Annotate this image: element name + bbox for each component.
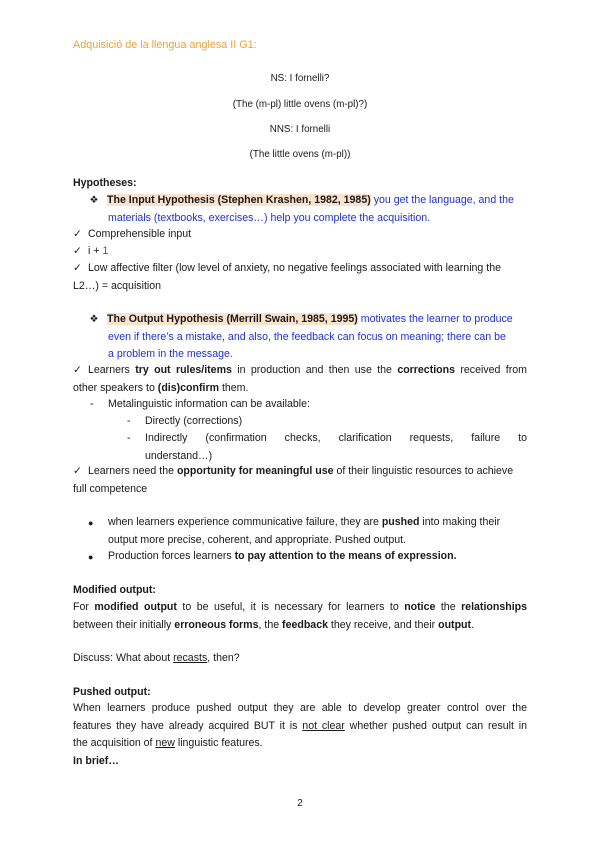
bold-span: output xyxy=(438,618,472,631)
text-span: to be useful, it is necessary for learners to xyxy=(176,601,405,613)
check-mark-icon: ✓ xyxy=(73,262,82,274)
round-bullet-icon: ● xyxy=(88,518,94,528)
modified-output-text xyxy=(73,599,527,634)
underlined-span: new xyxy=(155,737,175,749)
text-span: linguistic features. xyxy=(174,737,263,749)
in-brief-text: In brief… xyxy=(73,754,119,767)
bold-span: notice xyxy=(404,601,436,613)
dash-bullet: - xyxy=(127,432,131,444)
output-hypothesis-text-3: a problem in the message. xyxy=(108,348,233,360)
output-hypothesis-text-1: motivates the learner to produce xyxy=(357,313,513,325)
learners-try-out xyxy=(73,362,527,397)
text-span: Discuss: What about xyxy=(73,652,174,664)
meta-sub-indirectly-2: understand…) xyxy=(145,449,213,462)
text-span: When learners produce pushed output they are able to develop greater control over the xyxy=(73,702,527,714)
diamond-bullet-icon: ❖ xyxy=(89,314,99,325)
text-span: For xyxy=(73,601,95,613)
check-item-i-plus-one xyxy=(73,243,527,261)
input-hypothesis-text-2: materials (textbooks, exercises…) help you complete the acquisition. xyxy=(108,211,431,224)
learners-need xyxy=(73,463,527,498)
pushed-output-heading: Pushed output: xyxy=(73,686,151,698)
bold-span: modified output xyxy=(94,601,177,613)
input-hypothesis-title: The Input Hypothesis (Stephen Krashen, 1982, 1985) xyxy=(107,194,371,206)
diamond-bullet-icon: ❖ xyxy=(89,195,99,206)
text-span: them. xyxy=(219,381,249,394)
check-mark-icon: ✓ xyxy=(73,364,82,376)
text-span: into making their xyxy=(419,516,501,528)
pushed-output-text xyxy=(73,700,527,770)
meta-sub-indirectly-1: Indirectly (confirmation checks, clarification requests, failure to xyxy=(145,432,527,444)
bold-span: corrections xyxy=(397,364,456,376)
bold-span: opportunity for meaningful use xyxy=(176,465,334,477)
text-span: in production and then use the xyxy=(231,364,398,376)
output-hypothesis-title: The Output Hypothesis (Merrill Swain, 1985, 1995) xyxy=(107,313,358,325)
check-item-comprehensible xyxy=(73,226,527,244)
check-text-red: 1 xyxy=(102,245,109,257)
underlined-span: recasts xyxy=(173,652,208,664)
example-gloss-2: (The little ovens (m-pl)) xyxy=(249,149,351,160)
text-span: . xyxy=(471,618,475,631)
dash-bullet: - xyxy=(127,415,131,427)
text-span: the xyxy=(435,601,462,613)
text-span: Production forces learners xyxy=(108,550,235,562)
check-text-2: L2…) = acquisition xyxy=(73,279,162,292)
text-span: other speakers to xyxy=(73,381,158,394)
dash-bullet: - xyxy=(90,398,94,410)
meta-text: Metalinguistic information can be available: xyxy=(108,398,310,410)
text-span: Learners xyxy=(88,364,136,376)
input-hypothesis xyxy=(81,192,527,227)
bold-span: erroneous forms xyxy=(174,618,259,631)
page-number: 2 xyxy=(297,798,303,809)
check-text: Comprehensible input xyxy=(88,228,192,240)
text-span: Learners need the xyxy=(88,465,177,477)
check-text: i + xyxy=(88,245,103,257)
example-ns-1: NS: I fornelli? xyxy=(270,73,330,84)
bold-span: try out rules/items xyxy=(135,364,232,376)
document-header: Adquisició de la llengua anglesa II G1: xyxy=(73,39,257,51)
discuss-line xyxy=(73,650,527,668)
underlined-span: not clear xyxy=(302,719,345,732)
bold-span: pushed xyxy=(381,516,420,528)
check-mark-icon: ✓ xyxy=(73,465,82,477)
text-span: received from xyxy=(455,364,527,376)
check-item-affective-filter xyxy=(73,260,527,295)
check-mark-icon: ✓ xyxy=(73,245,82,257)
text-span: whether pushed output can result in xyxy=(344,719,527,732)
bold-span: (dis)confirm xyxy=(157,381,220,394)
bold-span: to pay attention to the means of expression. xyxy=(234,550,457,562)
round-bullet-icon: ● xyxy=(88,552,94,562)
text-span: full competence xyxy=(73,482,148,495)
output-hypothesis-text-2: even if there’s a mistake, and also, the feedback can focus on meaning; there can be xyxy=(108,330,506,343)
bold-span: relationships xyxy=(461,601,527,613)
check-mark-icon: ✓ xyxy=(73,228,82,240)
output-hypothesis xyxy=(81,311,527,364)
bullet-production xyxy=(108,548,528,566)
meta-sub-directly: Directly (corrections) xyxy=(145,415,243,427)
meta-sub-indirectly xyxy=(145,430,527,465)
text-span: the acquisition of xyxy=(73,737,156,749)
example-nns: NNS: I fornelli xyxy=(269,124,331,135)
hypotheses-heading: Hypotheses: xyxy=(73,177,137,189)
text-span: features they have already acquired BUT it is xyxy=(73,719,303,732)
text-span: they receive, and their xyxy=(327,618,439,631)
text-span: output more precise, coherent, and appropriate. Pushed output. xyxy=(108,533,406,546)
input-hypothesis-text-1: you get the language, and the xyxy=(370,194,514,206)
modified-output-heading: Modified output: xyxy=(73,584,156,596)
text-span: , the xyxy=(258,618,283,631)
bold-span: feedback xyxy=(282,618,328,631)
bullet-pushed xyxy=(108,514,528,549)
example-gloss-1: (The (m-pl) little ovens (m-pl)?) xyxy=(232,99,368,110)
text-span: , then? xyxy=(207,652,240,664)
check-text-1: Low affective filter (low level of anxiety, no negative feelings associated with learning the xyxy=(88,262,501,274)
text-span: when learners experience communicative failure, they are xyxy=(108,516,382,528)
text-span: between their initially xyxy=(73,618,175,631)
text-span: of their linguistic resources to achieve xyxy=(333,465,514,477)
